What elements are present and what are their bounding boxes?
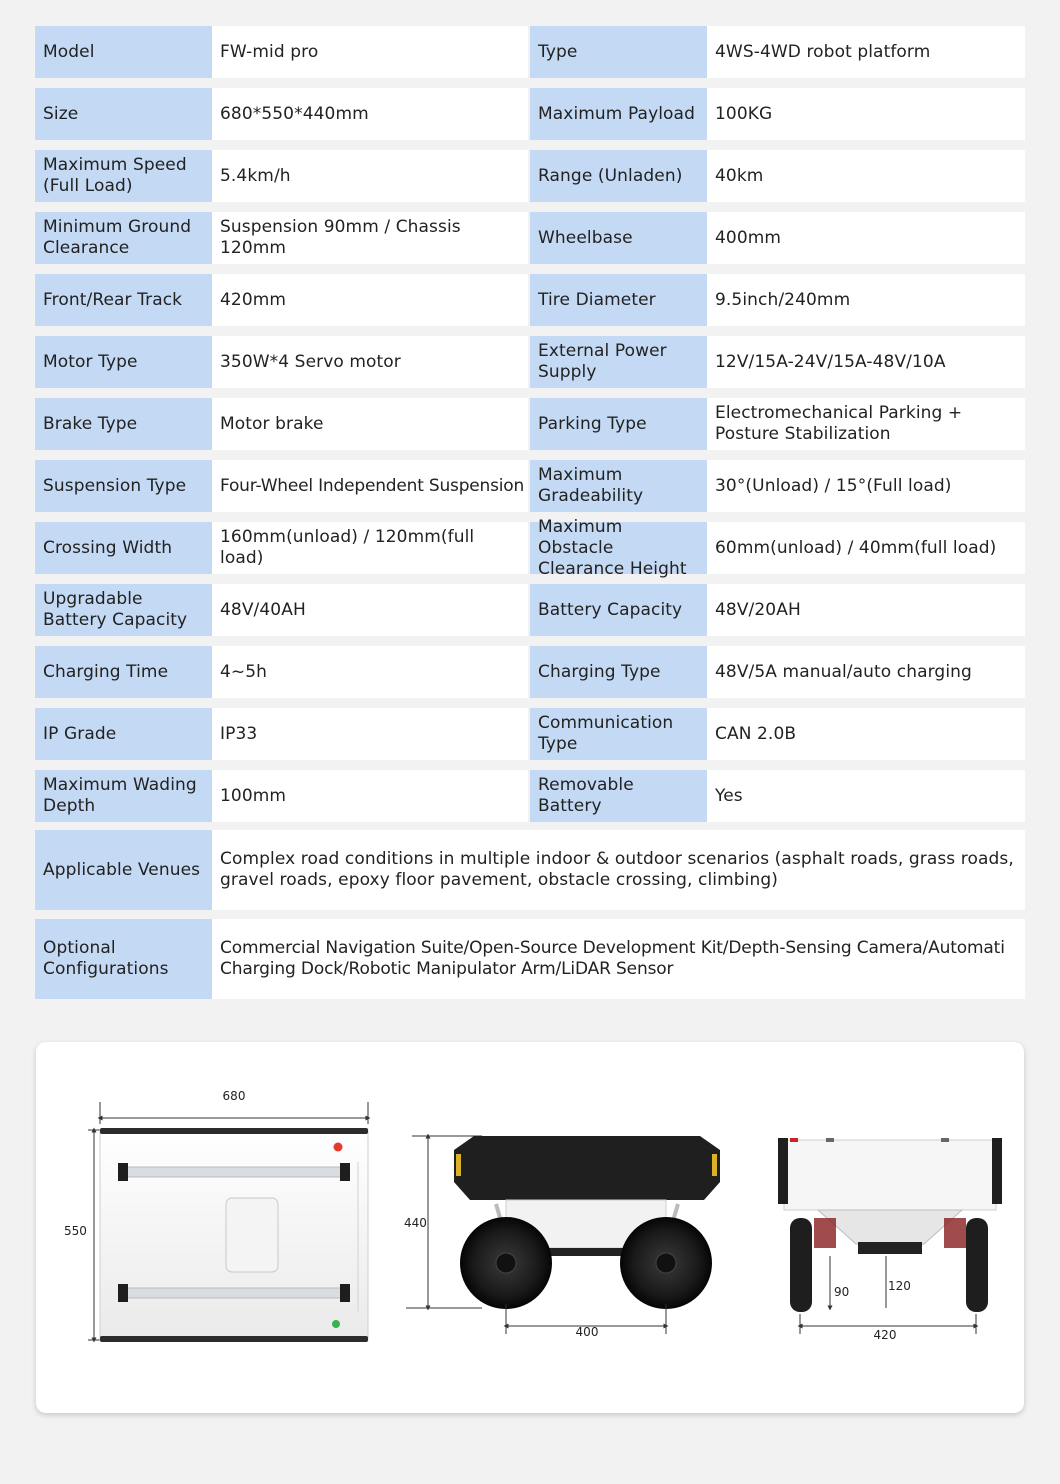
spec-value: 40km [707, 150, 1025, 202]
spec-value: 12V/15A-24V/15A-48V/10A [707, 336, 1025, 388]
spec-value: 4WS-4WD robot platform [707, 26, 1025, 78]
spec-label: Upgradable Battery Capacity [35, 584, 212, 636]
spec-row [35, 708, 1025, 760]
spec-label: Type [530, 26, 707, 78]
spec-value: FW-mid pro [212, 26, 530, 78]
spec-row [35, 460, 1025, 512]
spec-value: 100KG [707, 88, 1025, 140]
spec-label: Minimum Ground Clearance [35, 212, 212, 264]
spec-label: Crossing Width [35, 522, 212, 574]
spec-value: 160mm(unload) / 120mm(full load) [212, 522, 530, 574]
spec-label: Tire Diameter [530, 274, 707, 326]
spec-label: Applicable Venues [35, 830, 212, 910]
spec-value: 60mm(unload) / 40mm(full load) [707, 522, 1025, 574]
spec-row [35, 770, 1025, 822]
spec-label: Parking Type [530, 398, 707, 450]
spec-label: Wheelbase [530, 212, 707, 264]
spec-row-wide [35, 830, 1025, 910]
spec-value: 350W*4 Servo motor [212, 336, 530, 388]
spec-label: Brake Type [35, 398, 212, 450]
top-depth-label: 550 [64, 1224, 87, 1238]
top-width-label: 680 [222, 1089, 246, 1103]
dimension-diagram-panel [36, 1042, 1024, 1413]
spec-value: 9.5inch/240mm [707, 274, 1025, 326]
spec-label: Battery Capacity [530, 584, 707, 636]
spec-label: IP Grade [35, 708, 212, 760]
spec-row [35, 336, 1025, 388]
spec-label: Communication Type [530, 708, 707, 760]
spec-value: CAN 2.0B [707, 708, 1025, 760]
front-chassis-label: 120 [888, 1279, 911, 1293]
spec-value: IP33 [212, 708, 530, 760]
spec-label: Charging Time [35, 646, 212, 698]
spec-value: Motor brake [212, 398, 530, 450]
spec-value: 100mm [212, 770, 530, 822]
spec-label: Model [35, 26, 212, 78]
spec-table [35, 26, 1025, 1009]
spec-label: Maximum Wading Depth [35, 770, 212, 822]
spec-label: Charging Type [530, 646, 707, 698]
spec-value: 30°(Unload) / 15°(Full load) [707, 460, 1025, 512]
side-wheelbase-label: 400 [575, 1325, 599, 1339]
spec-value: 4~5h [212, 646, 530, 698]
spec-value: 48V/5A manual/auto charging [707, 646, 1025, 698]
spec-value: Four-Wheel Independent Suspension [212, 460, 530, 512]
spec-row [35, 398, 1025, 450]
front-view-diagram [778, 1138, 1002, 1342]
front-track-label: 420 [873, 1328, 897, 1342]
spec-value: 680*550*440mm [212, 88, 530, 140]
front-suspension-label: 90 [834, 1285, 850, 1299]
spec-label: Maximum Payload [530, 88, 707, 140]
spec-row [35, 274, 1025, 326]
spec-row-wide [35, 919, 1025, 999]
spec-label: Maximum Speed (Full Load) [35, 150, 212, 202]
spec-row [35, 646, 1025, 698]
spec-row [35, 88, 1025, 140]
top-view-diagram [64, 1089, 368, 1342]
spec-row [35, 516, 1025, 579]
spec-label: Maximum Obstacle Clearance Height [530, 522, 707, 574]
side-height-label: 440 [404, 1216, 427, 1230]
spec-label: Suspension Type [35, 460, 212, 512]
spec-label: Optional Configurations [35, 919, 212, 999]
spec-value: Electromechanical Parking + Posture Stabilization [707, 398, 1025, 450]
spec-label: Motor Type [35, 336, 212, 388]
spec-label: External Power Supply [530, 336, 707, 388]
spec-label: Removable Battery [530, 770, 707, 822]
spec-label: Size [35, 88, 212, 140]
spec-row [35, 584, 1025, 636]
spec-row [35, 26, 1025, 78]
side-view-diagram [404, 1136, 720, 1339]
dimension-diagrams [36, 1042, 1024, 1413]
spec-value: 420mm [212, 274, 530, 326]
spec-value: Suspension 90mm / Chassis 120mm [212, 212, 530, 264]
spec-value: 5.4km/h [212, 150, 530, 202]
spec-label: Range (Unladen) [530, 150, 707, 202]
spec-label: Front/Rear Track [35, 274, 212, 326]
spec-value: Commercial Navigation Suite/Open-Source Development Kit/Depth-Sensing Camera/Automati Charging Dock/Robotic Manipulator Arm/LiDAR Sensor [212, 919, 1025, 999]
spec-value: Yes [707, 770, 1025, 822]
spec-value: 48V/20AH [707, 584, 1025, 636]
spec-label: Maximum Gradeability [530, 460, 707, 512]
spec-value: Complex road conditions in multiple indoor & outdoor scenarios (asphalt roads, grass roads, gravel roads, epoxy floor pavement, obstacle crossing, climbing) [212, 830, 1025, 910]
spec-value: 400mm [707, 212, 1025, 264]
spec-row [35, 150, 1025, 202]
spec-row [35, 212, 1025, 264]
spec-value: 48V/40AH [212, 584, 530, 636]
